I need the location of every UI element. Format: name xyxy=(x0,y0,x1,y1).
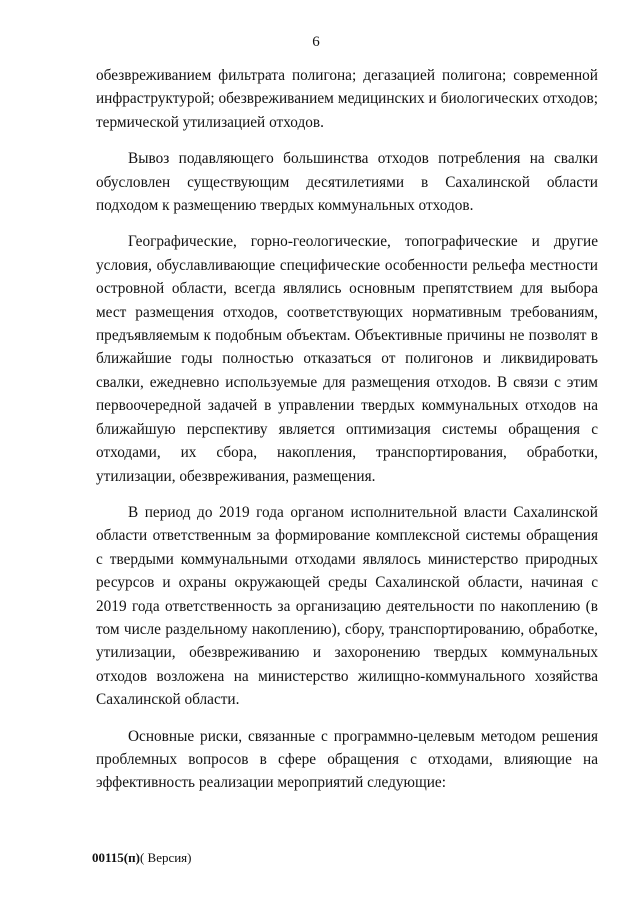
footer-version: ( Версия) xyxy=(139,850,192,865)
footer-document-code xyxy=(92,850,192,866)
paragraph-continuation: обезвреживанием фильтрата полигона; дегазацией полигона; современной инфраструктурой; обезвреживанием медицинских и биологических отходов; термической утилизацией отходов. xyxy=(96,67,598,131)
document-body xyxy=(96,64,598,795)
paragraph-responsible-authority: В период до 2019 года органом исполнительной власти Сахалинской области ответственным за формирование комплексной системы обращения с твердыми коммунальными отходами являлось министерство природных ресурсов и охраны окружающей среды Сахалинской области, начиная с 2019 года ответственность за организацию деятельности по накоплению (в том числе раздельному накоплению), сбору, транспортированию, обработке, утилизации, обезвреживанию и захоронению твердых коммунальных отходов возложена на министерство жилищно-коммунального хозяйства Сахалинской области. xyxy=(96,503,598,709)
footer-code: 00115(п) xyxy=(92,850,140,865)
page-number: 6 xyxy=(312,34,320,50)
paragraph-main-risks: Основные риски, связанные с программно-целевым методом решения проблемных вопросов в сфере обращения с отходами, влияющие на эффективность реализации мероприятий следующие: xyxy=(96,727,598,792)
paragraph-geographic-conditions: Географические, горно-геологические, топографические и другие условия, обуславливающие специфические особенности рельефа местности островной области, всегда являлись основным препятствием для выбора мест размещения отходов, соответствующих нормативным требованиям, предъявляемым к подобным объектам. Объективные причины не позволят в ближайшие годы полностью отказаться от полигонов и ликвидировать свалки, ежедневно используемые для размещения отходов. В связи с этим первоочередной задачей в управлении твердых коммунальных отходов на ближайшую перспективу является оптимизация системы обращения с отходами, их сбора, накопления, транспортирования, обработки, утилизации, обезвреживания, размещения. xyxy=(96,233,598,485)
paragraph-waste-removal: Вывоз подавляющего большинства отходов потребления на свалки обусловлен существующим десятилетиями в Сахалинской области подходом к размещению твердых коммунальных отходов. xyxy=(96,150,598,215)
